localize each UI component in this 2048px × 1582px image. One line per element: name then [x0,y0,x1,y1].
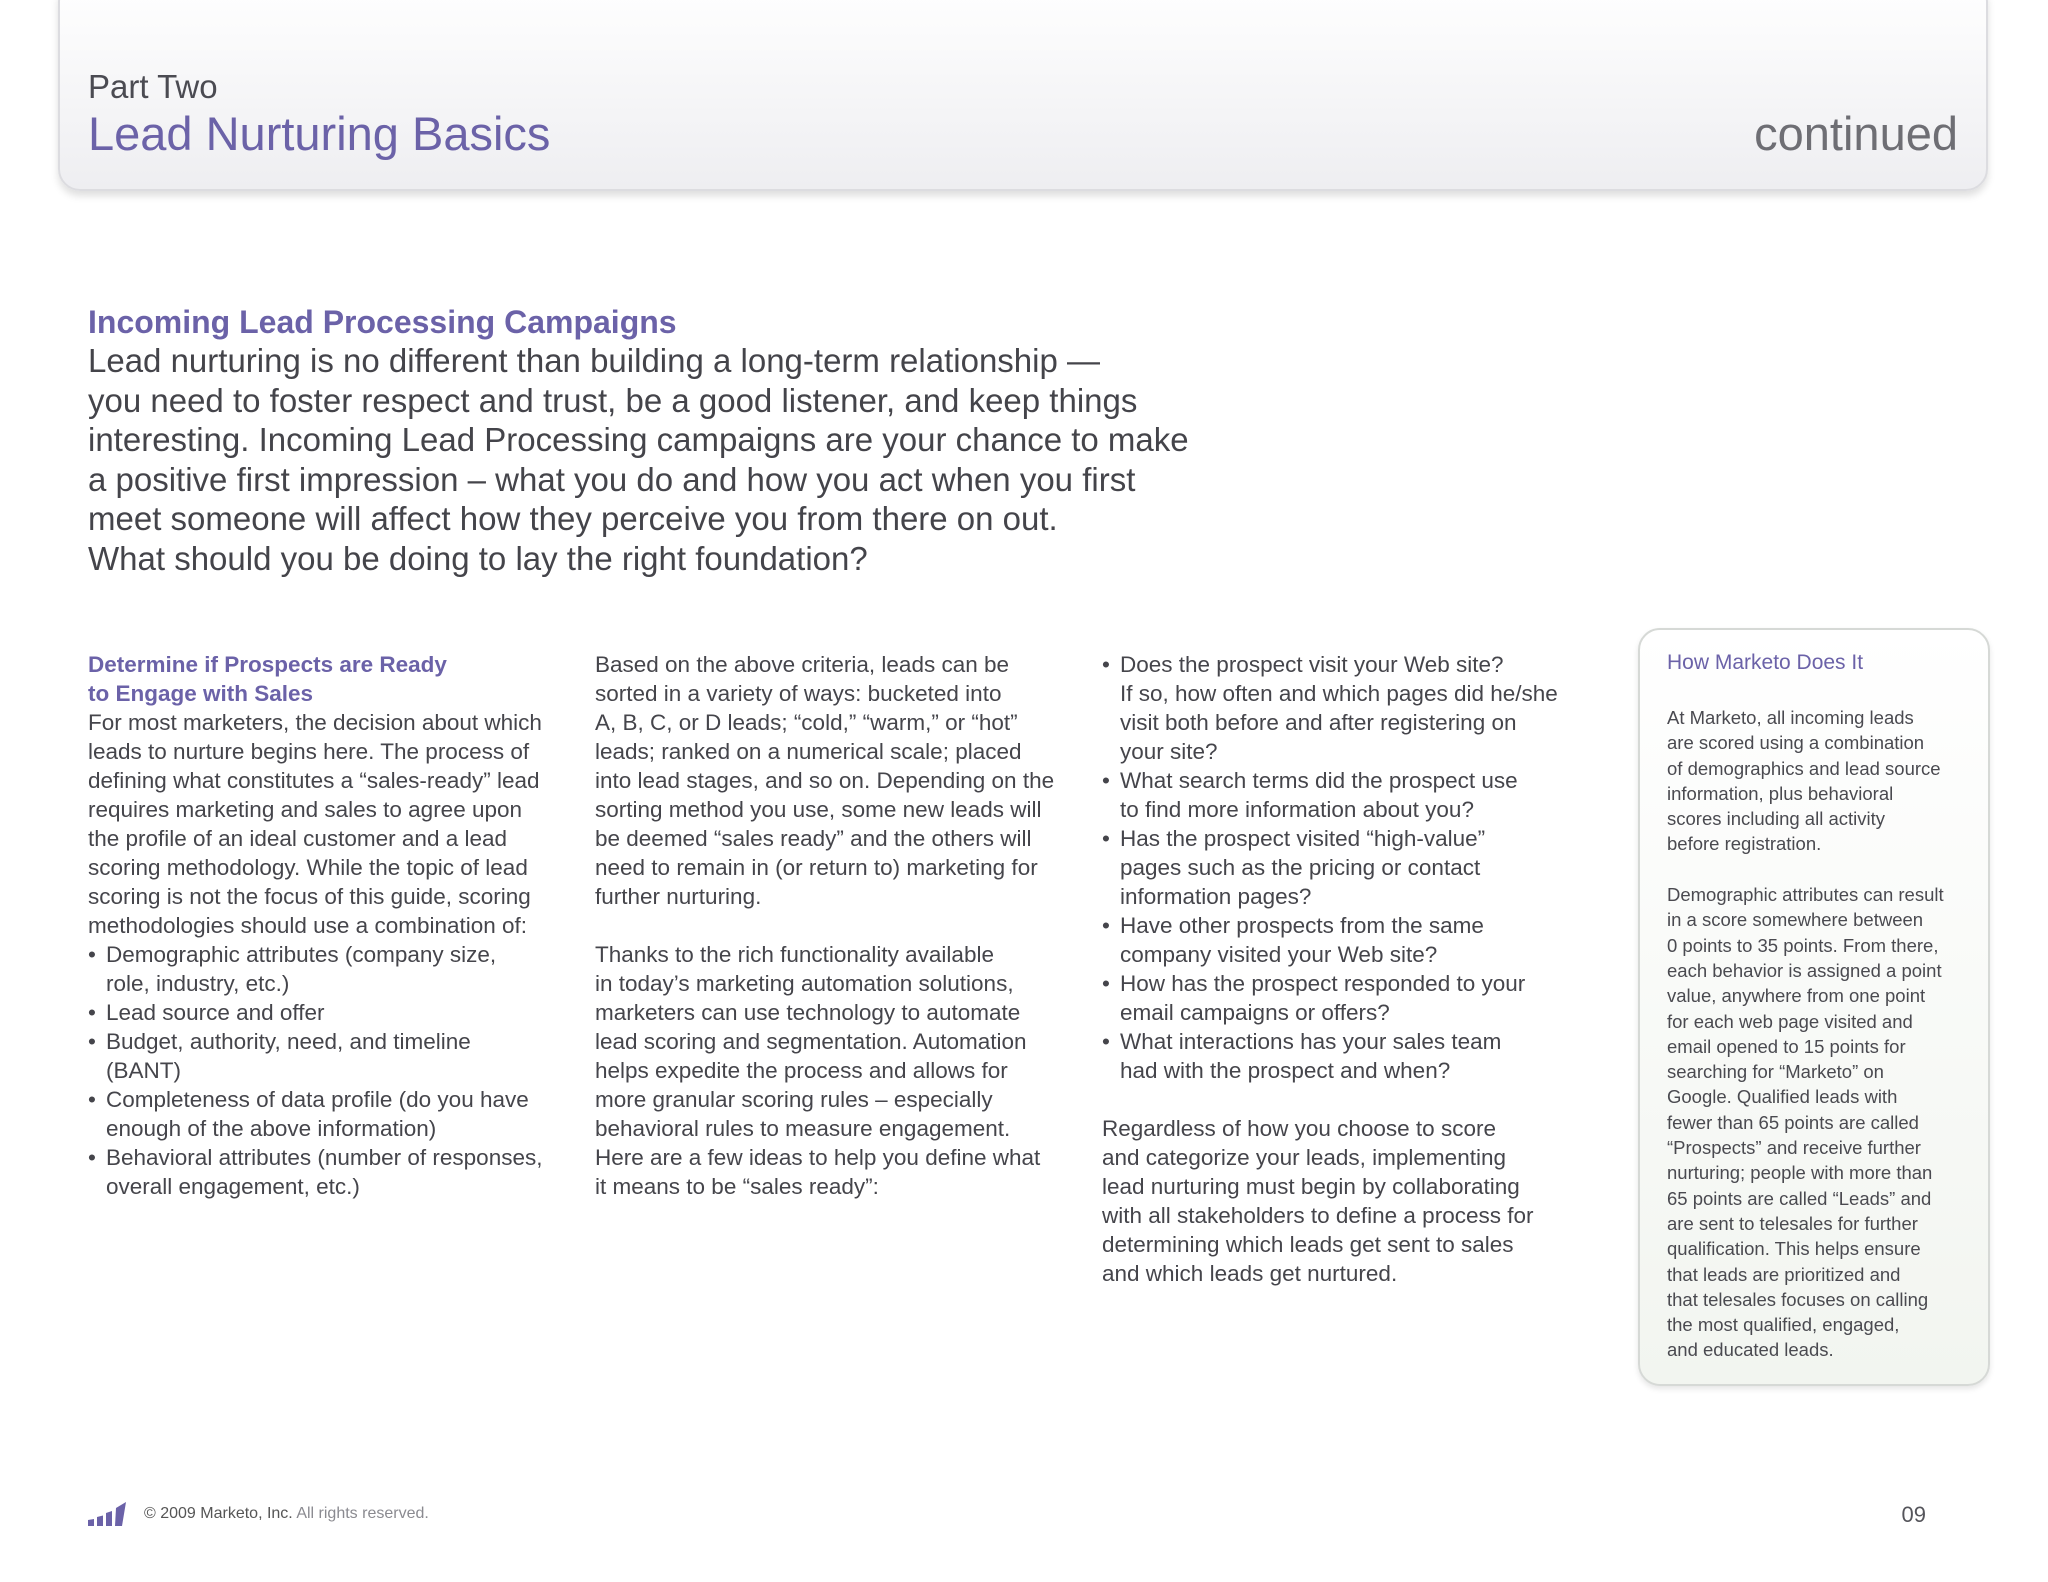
text-line: enough of the above information) [106,1116,437,1141]
text-line: • Behavioral attributes (number of responses, [106,1145,543,1170]
text-line: in a score somewhere between [1667,909,1924,931]
text-line: • Has the prospect visited “high-value” [1120,826,1486,851]
text-line: email opened to 15 points for [1667,1035,1906,1057]
bullet-item [88,940,588,998]
text-line: visit both before and after registering on [1120,710,1517,735]
bullet-item [1102,766,1602,824]
intro-paragraph [88,341,1198,578]
text-line: helps expedite the process and allows for [595,1058,1008,1083]
text-line: are scored using a combination [1667,732,1925,754]
text-line: • Demographic attributes (company size, [106,942,497,967]
bullet-item [1102,824,1602,911]
text-line: defining what constitutes a “sales-ready” lead [88,768,540,793]
text-line: leads to nurture begins here. The process of [88,739,530,764]
intro-line: interesting. Incoming Lead Processing campaigns are your chance to make [88,421,1189,458]
text-line: Demographic attributes can result [1667,884,1944,906]
text-line: • Does the prospect visit your Web site? [1120,652,1504,677]
text-line: and which leads get nurtured. [1102,1261,1398,1286]
text-line: Here are a few ideas to help you define what [595,1145,1041,1170]
text-line: • Have other prospects from the same [1120,913,1484,938]
text-line: be deemed “sales ready” and the others will [595,826,1032,851]
text-line: requires marketing and sales to agree upon [88,797,523,822]
page-header-banner [58,0,1988,191]
bullet-item [1102,969,1602,1027]
text-line: pages such as the pricing or contact [1120,855,1481,880]
text-line: into lead stages, and so on. Depending on the [595,768,1055,793]
text-line: the most qualified, engaged, [1667,1314,1900,1336]
text-line: • Budget, authority, need, and timeline [106,1029,471,1054]
text-line: value, anywhere from one point [1667,985,1926,1007]
text-line: (BANT) [106,1058,181,1083]
text-line: 0 points to 35 points. From there, [1667,934,1939,956]
text-line: to find more information about you? [1120,797,1474,822]
text-line: overall engagement, etc.) [106,1174,360,1199]
text-line: and categorize your leads, implementing [1102,1145,1506,1170]
sidebar-body [1667,705,1977,1363]
text-line: more granular scoring rules – especially [595,1087,993,1112]
text-line: and educated leads. [1667,1339,1834,1361]
text-line: • What interactions has your sales team [1120,1029,1502,1054]
text-line: had with the prospect and when? [1120,1058,1451,1083]
intro-line: Lead nurturing is no different than building a long-term relationship — [88,342,1101,379]
text-line: before registration. [1667,833,1822,855]
text-line: • Completeness of data profile (do you have [106,1087,529,1112]
text-line: email campaigns or offers? [1120,1000,1390,1025]
text-line: Based on the above criteria, leads can be [595,652,1010,677]
text-line: role, industry, etc.) [106,971,290,996]
text-line: company visited your Web site? [1120,942,1438,967]
text-line: lead scoring and segmentation. Automation [595,1029,1027,1054]
continued-label: continued [1754,107,1958,160]
text-line: for each web page visited and [1667,1010,1913,1032]
text-line: marketers can use technology to automate [595,1000,1021,1025]
rights-text: All rights reserved. [296,1505,429,1522]
paragraph-gap [1102,1085,1602,1114]
marketo-logo-icon [88,1500,126,1526]
text-line: in today’s marketing automation solutions, [595,971,1014,996]
sidebar-title: How Marketo Does It [1667,651,1864,674]
text-line: • Lead source and offer [106,1000,325,1025]
text-line: of demographics and lead source [1667,757,1941,779]
text-line: fewer than 65 points are called [1667,1111,1919,1133]
text-line: sorting method you use, some new leads will [595,797,1042,822]
text-line: scoring methodology. While the topic of lead [88,855,528,880]
text-line: searching for “Marketo” on [1667,1061,1884,1083]
text-line: need to remain in (or return to) marketing for [595,855,1038,880]
text-line: information pages? [1120,884,1312,909]
text-line: scores including all activity [1667,808,1885,830]
bullet-item [88,1085,588,1143]
intro-line: What should you be doing to lay the right foundation? [88,539,868,577]
paragraph-gap [595,911,1095,940]
bullet-item [88,1143,588,1201]
text-line: that telesales focuses on calling [1667,1288,1929,1310]
paragraph-gap [1667,857,1977,882]
text-line: qualification. This helps ensure [1667,1238,1921,1260]
text-line: methodologies should use a combination of: [88,913,528,938]
text-line: the profile of an ideal customer and a lead [88,826,508,851]
text-line: each behavior is assigned a point [1667,959,1942,981]
text-line: For most marketers, the decision about which [88,710,542,735]
text-line: further nurturing. [595,884,762,909]
text-line: 65 points are called “Leads” and [1667,1187,1932,1209]
text-line: determining which leads get sent to sales [1102,1232,1514,1257]
text-line: “Prospects” and receive further [1667,1137,1921,1159]
text-line: behavioral rules to measure engagement. [595,1116,1011,1141]
bullet-item [1102,911,1602,969]
intro-line: meet someone will affect how they perceive you from there on out. [88,500,1058,537]
text-line: • How has the prospect responded to your [1120,971,1526,996]
text-line: At Marketo, all incoming leads [1667,707,1914,728]
column-3 [1102,650,1602,1288]
column-2 [595,650,1095,1201]
text-line: lead nurturing must begin by collaborating [1102,1174,1520,1199]
text-line: A, B, C, or D leads; “cold,” “warm,” or “hot” [595,710,1018,735]
footer-copyright [144,1505,429,1523]
text-line: If so, how often and which pages did he/she [1120,681,1558,706]
text-line: with all stakeholders to define a process for [1102,1203,1534,1228]
text-line: nurturing; people with more than [1667,1162,1933,1184]
text-line: your site? [1120,739,1218,764]
text-line: Thanks to the rich functionality available [595,942,994,967]
text-line: leads; ranked on a numerical scale; placed [595,739,1022,764]
intro-line: you need to foster respect and trust, be a good listener, and keep things [88,381,1138,419]
intro-line: a positive first impression – what you do and how you act when you first [88,460,1136,498]
text-line: Regardless of how you choose to score [1102,1116,1496,1141]
bullet-item [1102,650,1602,766]
text-line: are sent to telesales for further [1667,1212,1918,1234]
bullet-item [88,1027,588,1085]
text-line: it means to be “sales ready”: [595,1174,879,1199]
copyright-text: © 2009 Marketo, Inc. [144,1505,293,1522]
part-label: Part Two [88,68,218,105]
column-1-subtitle: Determine if Prospects are Ready [88,652,447,677]
column-1 [88,650,588,1201]
text-line: scoring is not the focus of this guide, scoring [88,884,531,909]
column-1-subtitle: to Engage with Sales [88,681,314,706]
section-title: Incoming Lead Processing Campaigns [88,304,677,340]
text-line: that leads are prioritized and [1667,1263,1901,1285]
text-line: Google. Qualified leads with [1667,1086,1898,1108]
page-number: 09 [1901,1502,1926,1527]
bullet-item [88,998,588,1027]
text-line: • What search terms did the prospect use [1120,768,1518,793]
text-line: information, plus behavioral [1667,782,1894,804]
text-line: sorted in a variety of ways: bucketed into [595,681,1002,706]
bullet-item [1102,1027,1602,1085]
page-title: Lead Nurturing Basics [88,107,551,160]
